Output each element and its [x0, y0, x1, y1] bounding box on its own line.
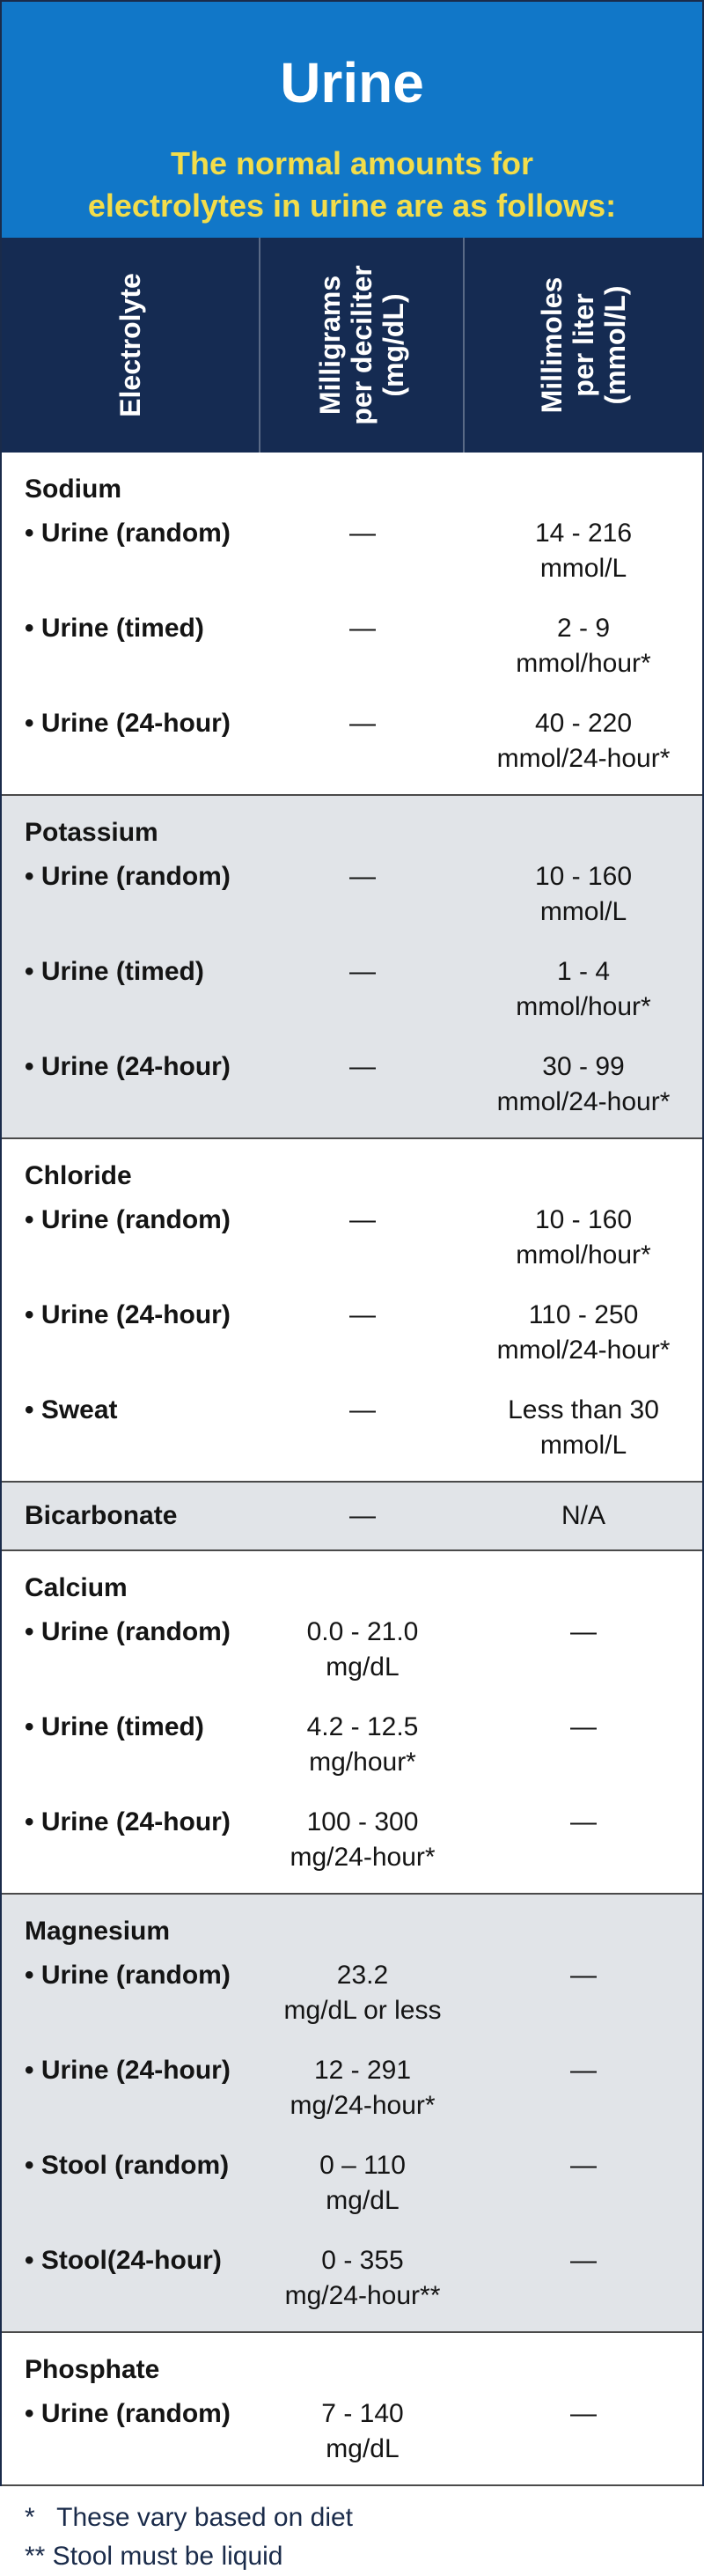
- mg-value: —: [349, 614, 376, 643]
- footnote-diet: * These vary based on diet: [25, 2503, 354, 2532]
- mmol-value: 110 - 250 mmol/24-hour*: [496, 1300, 671, 1365]
- mmol-value: —: [570, 2399, 597, 2428]
- table-row: [2, 706, 702, 776]
- section-title: Sodium: [25, 475, 121, 504]
- mg-value: 23.2 mg/dL or less: [283, 1961, 442, 2025]
- mg-value: 12 - 291 mg/24-hour*: [290, 2056, 436, 2120]
- table-row: [2, 1805, 702, 1875]
- row-label: • Urine (24-hour): [25, 709, 231, 738]
- table-row: [2, 1049, 702, 1120]
- row-label: • Urine (random): [25, 1961, 231, 1990]
- row-label: • Urine (random): [25, 519, 231, 548]
- section-title: Calcium: [25, 1573, 128, 1602]
- section-title: Phosphate: [25, 2355, 160, 2384]
- mmol-value: 1 - 4 mmol/hour*: [516, 957, 651, 1021]
- title-band: [2, 2, 702, 238]
- mmol-value: —: [570, 1617, 597, 1646]
- table-row: [2, 1710, 702, 1780]
- section-phosphate: [2, 2331, 702, 2484]
- row-label: • Urine (24-hour): [25, 1807, 231, 1836]
- mg-value: —: [349, 1052, 376, 1081]
- mmol-value: —: [570, 2151, 597, 2180]
- row-label: • Sweat: [25, 1395, 118, 1424]
- section-magnesium: [2, 1893, 702, 2331]
- footnotes: [2, 2484, 702, 2576]
- mg-value: —: [349, 862, 376, 891]
- row-label: • Urine (random): [25, 2399, 231, 2428]
- mg-value: —: [349, 709, 376, 738]
- section-sodium: [2, 453, 702, 794]
- column-header-mmol: [465, 238, 702, 453]
- mmol-value: 30 - 99 mmol/24-hour*: [496, 1052, 671, 1116]
- section-chloride: [2, 1137, 702, 1481]
- row-label: • Urine (timed): [25, 614, 204, 643]
- table-row: [2, 859, 702, 930]
- row-label: • Urine (24-hour): [25, 2056, 231, 2085]
- mmol-value: —: [570, 1961, 597, 1990]
- column-header-mg: [260, 238, 465, 453]
- table-row: [2, 1203, 702, 1273]
- row-label: • Urine (random): [25, 862, 231, 891]
- mmol-value: 2 - 9 mmol/hour*: [516, 614, 651, 678]
- mmol-value: —: [570, 1807, 597, 1836]
- section-potassium: [2, 794, 702, 1137]
- section-title: Bicarbonate: [25, 1501, 178, 1530]
- table-row: [2, 1498, 702, 1534]
- mg-value: 0 – 110 mg/dL: [319, 2151, 406, 2215]
- mmol-value: —: [570, 1712, 597, 1741]
- table-row: [2, 2396, 702, 2467]
- section-bicarbonate: [2, 1481, 702, 1549]
- mmol-value: 10 - 160 mmol/L: [534, 862, 633, 926]
- table-row: [2, 2243, 702, 2314]
- subtitle: [2, 143, 702, 227]
- table-row: [2, 1298, 702, 1368]
- row-label: • Urine (24-hour): [25, 1300, 231, 1329]
- column-header-electrolyte-label: Electrolyte: [114, 273, 146, 417]
- mg-value: 7 - 140 mg/dL: [321, 2399, 404, 2463]
- mmol-value: —: [570, 2056, 597, 2085]
- column-header-electrolyte: [2, 238, 260, 453]
- table-row: [2, 954, 702, 1025]
- row-label: • Urine (24-hour): [25, 1052, 231, 1081]
- row-label: • Urine (timed): [25, 1712, 204, 1741]
- row-label: • Stool (random): [25, 2151, 230, 2180]
- mmol-value: N/A: [561, 1501, 605, 1530]
- mg-value: 4.2 - 12.5 mg/hour*: [306, 1712, 419, 1777]
- mmol-value: Less than 30 mmol/L: [508, 1395, 659, 1460]
- column-header-mmol-label: Millimoles per liter (mmol/L): [536, 276, 631, 414]
- mg-value: 0.0 - 21.0 mg/dL: [306, 1617, 419, 1682]
- subtitle-line-2: electrolytes in urine are as follows:: [87, 188, 617, 224]
- row-label: • Urine (timed): [25, 957, 204, 986]
- column-header-row: [2, 238, 702, 453]
- section-title: Chloride: [25, 1161, 132, 1190]
- table-row: [2, 2148, 702, 2219]
- footnote-stool: ** Stool must be liquid: [25, 2542, 283, 2571]
- table-row: [2, 2053, 702, 2123]
- table-row: [2, 1958, 702, 2028]
- mmol-value: —: [570, 2246, 597, 2275]
- subtitle-line-1: The normal amounts for: [170, 145, 534, 181]
- mg-value: 100 - 300 mg/24-hour*: [290, 1807, 436, 1872]
- table-row: [2, 516, 702, 586]
- mg-value: —: [349, 1501, 376, 1530]
- mmol-value: 40 - 220 mmol/24-hour*: [496, 709, 671, 773]
- page-title: Urine: [280, 51, 424, 114]
- mg-value: —: [349, 519, 376, 548]
- mmol-value: 10 - 160 mmol/hour*: [516, 1205, 651, 1270]
- table-row: [2, 1615, 702, 1685]
- row-label: • Stool(24-hour): [25, 2246, 222, 2275]
- mg-value: 0 - 355 mg/24-hour**: [284, 2246, 441, 2310]
- mg-value: —: [349, 957, 376, 986]
- table-row: [2, 1393, 702, 1463]
- mg-value: —: [349, 1205, 376, 1234]
- table-row: [2, 611, 702, 681]
- mg-value: —: [349, 1300, 376, 1329]
- section-calcium: [2, 1549, 702, 1893]
- column-header-mg-label: Milligrams per deciliter (mg/dL): [314, 265, 409, 425]
- section-title: Magnesium: [25, 1917, 171, 1946]
- mg-value: —: [349, 1395, 376, 1424]
- mmol-value: 14 - 216 mmol/L: [534, 519, 633, 583]
- section-title: Potassium: [25, 818, 158, 847]
- row-label: • Urine (random): [25, 1617, 231, 1646]
- row-label: • Urine (random): [25, 1205, 231, 1234]
